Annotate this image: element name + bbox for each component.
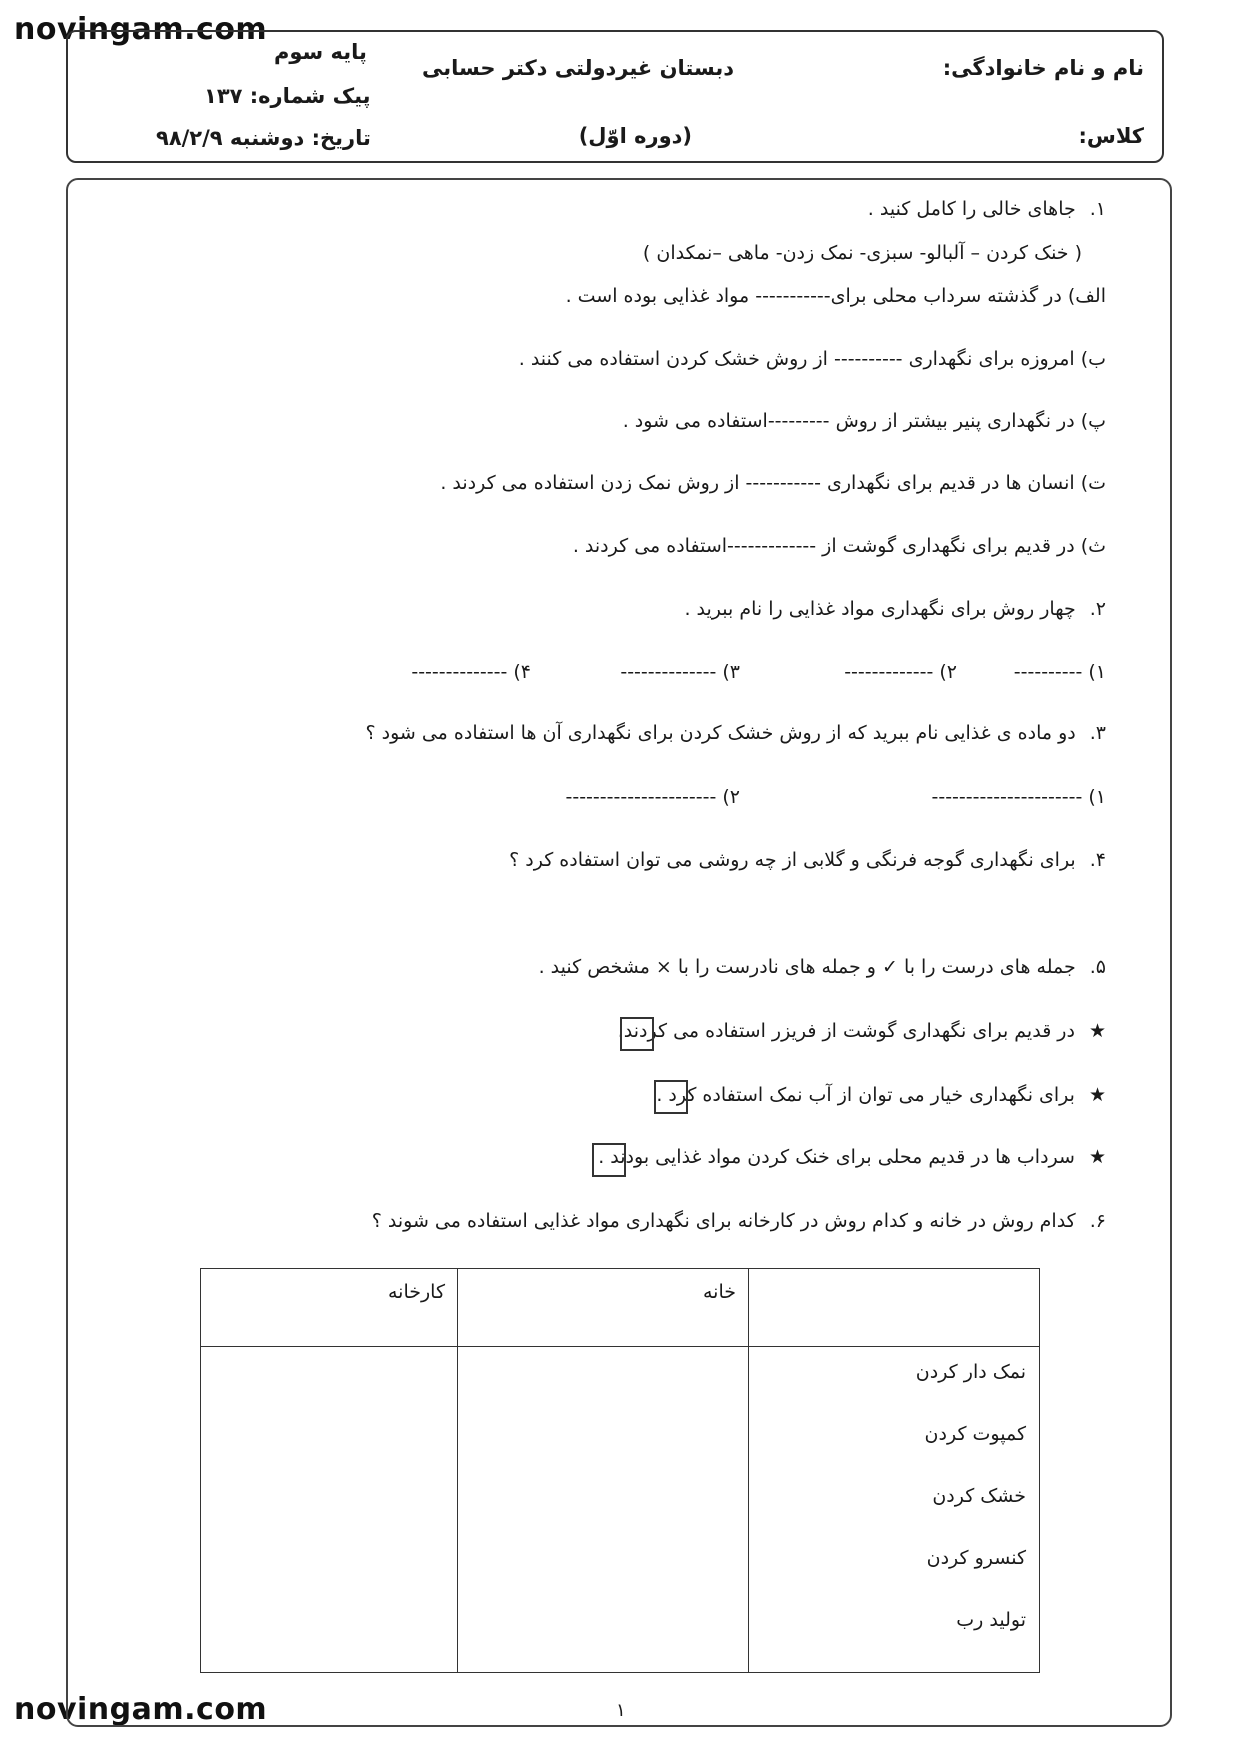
watermark-top: novingam.com <box>14 12 268 47</box>
row-label-header <box>749 1269 1040 1347</box>
question-number: ۶. <box>1089 1210 1106 1232</box>
name-label: نام و نام خانوادگی: <box>942 56 1144 80</box>
question-1 <box>868 198 1106 220</box>
period-label: (دوره اوّل) <box>578 124 692 148</box>
star-icon: ★ <box>1088 1146 1106 1168</box>
star-icon: ★ <box>1088 1084 1106 1106</box>
answer-blank-2[interactable]: ۲) ------------- <box>844 661 957 683</box>
answer-blank-2[interactable]: ۲) ---------------------- <box>565 786 740 808</box>
header-box <box>66 30 1164 163</box>
question-5 <box>539 956 1106 978</box>
table-row-label: نمک دار کردن <box>915 1361 1026 1383</box>
answer-blank-4[interactable]: ۴) -------------- <box>411 661 531 683</box>
question-text: جاهای خالی را کامل کنید . <box>867 198 1076 220</box>
statement-text: برای نگهداری خیار می توان از آب نمک استفاده کرد . <box>656 1084 1075 1106</box>
true-false-item <box>656 1084 1106 1106</box>
question-number: ۲. <box>1089 598 1106 620</box>
method-list <box>749 1347 1040 1673</box>
fill-blank-item: ت) انسان ها در قدیم برای نگهداری ----------- از روش نمک زدن استفاده می کردند . <box>440 472 1106 494</box>
fill-blank-item: الف) در گذشته سرداب محلی برای----------- مواد غذایی بوده است . <box>565 285 1106 307</box>
statement-text: در قدیم برای نگهداری گوشت از فریزر استفاده می کردند. <box>617 1020 1075 1042</box>
table-row-label: خشک کردن <box>932 1485 1026 1507</box>
class-label: کلاس: <box>1078 124 1144 148</box>
factory-column-header: کارخانه <box>201 1269 458 1347</box>
watermark-bottom: novingam.com <box>14 1692 268 1727</box>
question-number: ۳. <box>1089 722 1106 744</box>
pack-number: پیک شماره: ۱۳۷ <box>204 84 371 108</box>
answer-blank-3[interactable]: ۳) -------------- <box>620 661 740 683</box>
true-false-item <box>598 1146 1106 1168</box>
star-icon: ★ <box>1088 1020 1106 1042</box>
answer-blank-1[interactable]: ۱) ---------------------- <box>931 786 1106 808</box>
question-6 <box>372 1210 1106 1232</box>
grade-label: پایه سوم <box>274 40 367 64</box>
page-number: ۱ <box>616 1700 626 1721</box>
question-text: چهار روش برای نگهداری مواد غذایی را نام ببرید . <box>684 598 1076 620</box>
question-text: جمله های درست را با ✓ و جمله های نادرست را با × مشخص کنید . <box>538 956 1076 978</box>
answer-checkbox[interactable] <box>654 1080 688 1114</box>
factory-answer-cell[interactable] <box>201 1347 458 1673</box>
question-number: ۵. <box>1089 956 1106 978</box>
table-row-label: کنسرو کردن <box>926 1547 1026 1569</box>
question-text: دو ماده ی غذایی نام ببرید که از روش خشک کردن برای نگهداری آن ها استفاده می شود ؟ <box>365 722 1076 744</box>
question-3 <box>365 722 1106 744</box>
fill-blank-item: ث) در قدیم برای نگهداری گوشت از -------------استفاده می کردند . <box>572 535 1106 557</box>
answer-blank-1[interactable]: ۱) ---------- <box>1013 661 1106 683</box>
exam-date: تاریخ: دوشنبه ۹۸/۲/۹ <box>156 126 371 150</box>
home-answer-cell[interactable] <box>458 1347 749 1673</box>
word-bank: ( خنک کردن – آلبالو- سبزی- نمک زدن- ماهی –نمکدان ) <box>642 242 1082 264</box>
table-header-row <box>201 1269 1040 1347</box>
answer-checkbox[interactable] <box>592 1143 626 1177</box>
table-body-row <box>201 1347 1040 1673</box>
question-4 <box>509 849 1106 871</box>
question-text: کدام روش در خانه و کدام روش در کارخانه برای نگهداری مواد غذایی استفاده می شوند ؟ <box>371 1210 1076 1232</box>
fill-blank-item: ب) امروزه برای نگهداری ---------- از روش خشک کردن استفاده می کنند . <box>518 348 1106 370</box>
fill-blank-item: پ) در نگهداری پنیر بیشتر از روش ---------استفاده می شود . <box>622 410 1106 432</box>
table-row-label: کمپوت کردن <box>924 1423 1026 1445</box>
question-2 <box>684 598 1106 620</box>
methods-table <box>200 1268 1040 1673</box>
question-number: ۴. <box>1089 849 1106 871</box>
question-text: برای نگهداری گوجه فرنگی و گلابی از چه روشی می توان استفاده کرد ؟ <box>509 849 1076 871</box>
true-false-item <box>618 1020 1106 1042</box>
school-name: دبستان غیردولتی دکتر حسابی <box>421 56 734 80</box>
statement-text: سرداب ها در قدیم محلی برای خنک کردن مواد غذایی بودند . <box>598 1146 1075 1168</box>
answer-checkbox[interactable] <box>620 1017 654 1051</box>
home-column-header: خانه <box>458 1269 749 1347</box>
table-row-label: تولید رب <box>956 1609 1026 1631</box>
question-number: ۱. <box>1089 198 1106 220</box>
